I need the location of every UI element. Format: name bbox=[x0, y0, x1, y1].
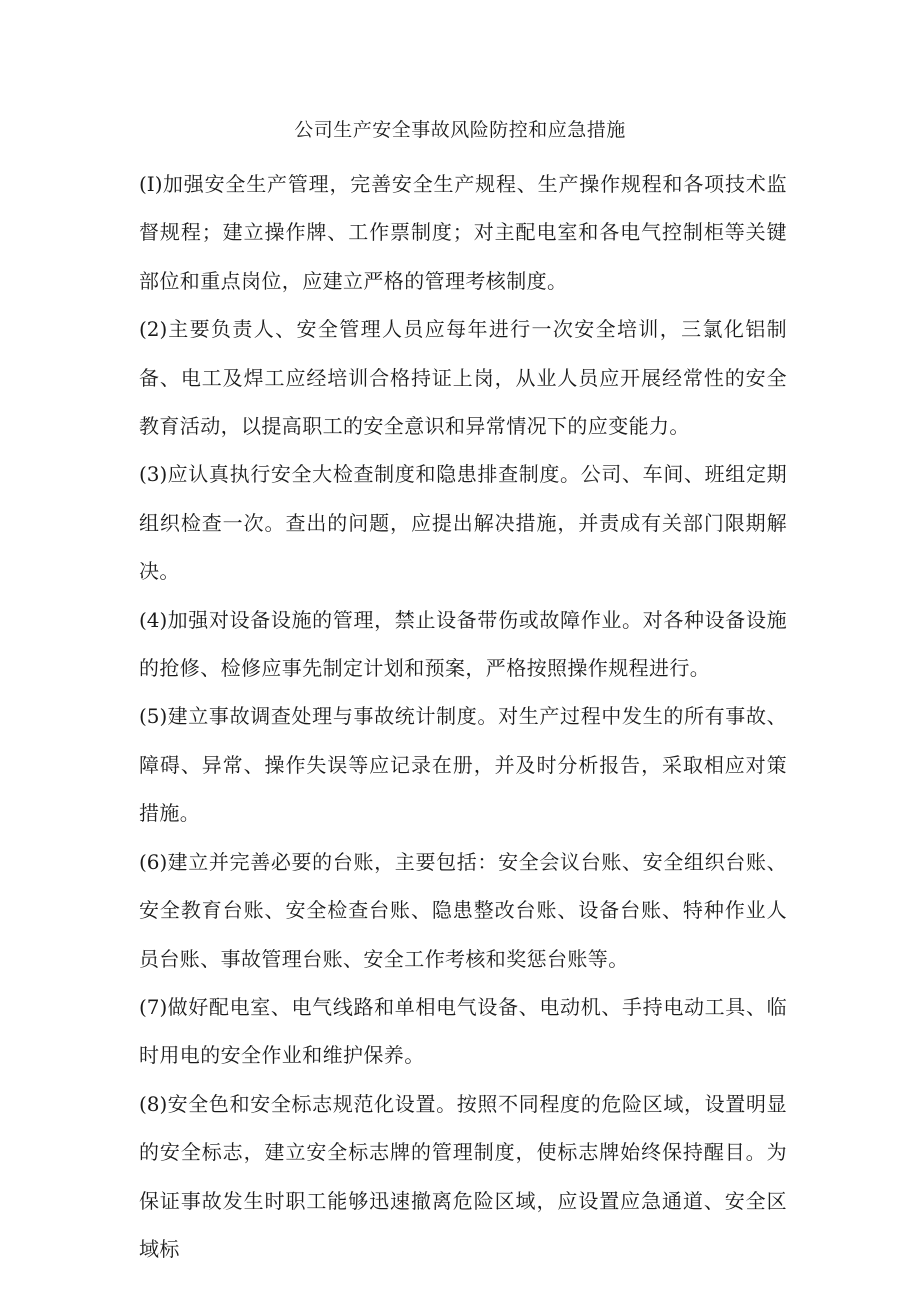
paragraph-4 bbox=[139, 596, 787, 693]
paragraph-text: 主要负责人、安全管理人员应每年进行一次安全培训，三氯化铝制备、电工及焊工应经培训合格持证上岗，从业人员应开展经常性的安全教育活动，以提高职工的安全意识和异常情况下的应变能力。 bbox=[139, 317, 787, 439]
paragraph-1 bbox=[139, 160, 787, 305]
paragraph-number: (8) bbox=[139, 1091, 168, 1116]
paragraph-text: 加强安全生产管理，完善安全生产规程、生产操作规程和各项技术监督规程；建立操作牌、工作票制度；对主配电室和各电气控制柜等关键部位和重点岗位，应建立严格的管理考核制度。 bbox=[139, 172, 787, 293]
paragraph-text: 安全色和安全标志规范化设置。按照不同程度的危险区域，设置明显的安全标志，建立安全标志牌的管理制度，使标志牌始终保持醒目。为保证事故发生时职工能够迅速撤离危险区域，应设置应急通道、安全区域标 bbox=[139, 1091, 787, 1261]
paragraph-text: 建立事故调查处理与事故统计制度。对生产过程中发生的所有事故、障碍、异常、操作失误等应记录在册，并及时分析报告，采取相应对策措施。 bbox=[139, 704, 787, 826]
paragraph-number: (2) bbox=[139, 317, 168, 342]
paragraph-number: (3) bbox=[139, 462, 168, 487]
paragraph-text: 应认真执行安全大检查制度和隐患排查制度。公司、车间、班组定期组织检查一次。查出的问题，应提出解决措施，并责成有关部门限期解决。 bbox=[139, 462, 787, 584]
paragraph-text: 做好配电室、电气线路和单相电气设备、电动机、手持电动工具、临时用电的安全作业和维护保养。 bbox=[139, 994, 787, 1068]
document-body bbox=[139, 160, 787, 1273]
paragraph-5 bbox=[139, 692, 787, 837]
paragraph-2 bbox=[139, 305, 787, 450]
paragraph-6 bbox=[139, 838, 787, 983]
document-title: 公司生产安全事故风险防控和应急措施 bbox=[294, 119, 626, 141]
paragraph-number: (I) bbox=[139, 172, 163, 196]
paragraph-number: (6) bbox=[139, 849, 168, 874]
paragraph-8 bbox=[139, 1080, 787, 1274]
paragraph-7 bbox=[139, 983, 787, 1080]
paragraph-3 bbox=[139, 450, 787, 595]
paragraph-number: (4) bbox=[139, 607, 168, 632]
paragraph-number: (7) bbox=[139, 994, 168, 1019]
paragraph-text: 建立并完善必要的台账，主要包括：安全会议台账、安全组织台账、安全教育台账、安全检查台账、隐患整改台账、设备台账、特种作业人员台账、事故管理台账、安全工作考核和奖惩台账等。 bbox=[139, 849, 787, 971]
paragraph-number: (5) bbox=[139, 704, 168, 729]
paragraph-text: 加强对设备设施的管理，禁止设备带伤或故障作业。对各种设备设施的抢修、检修应事先制定计划和预案，严格按照操作规程进行。 bbox=[139, 607, 787, 681]
